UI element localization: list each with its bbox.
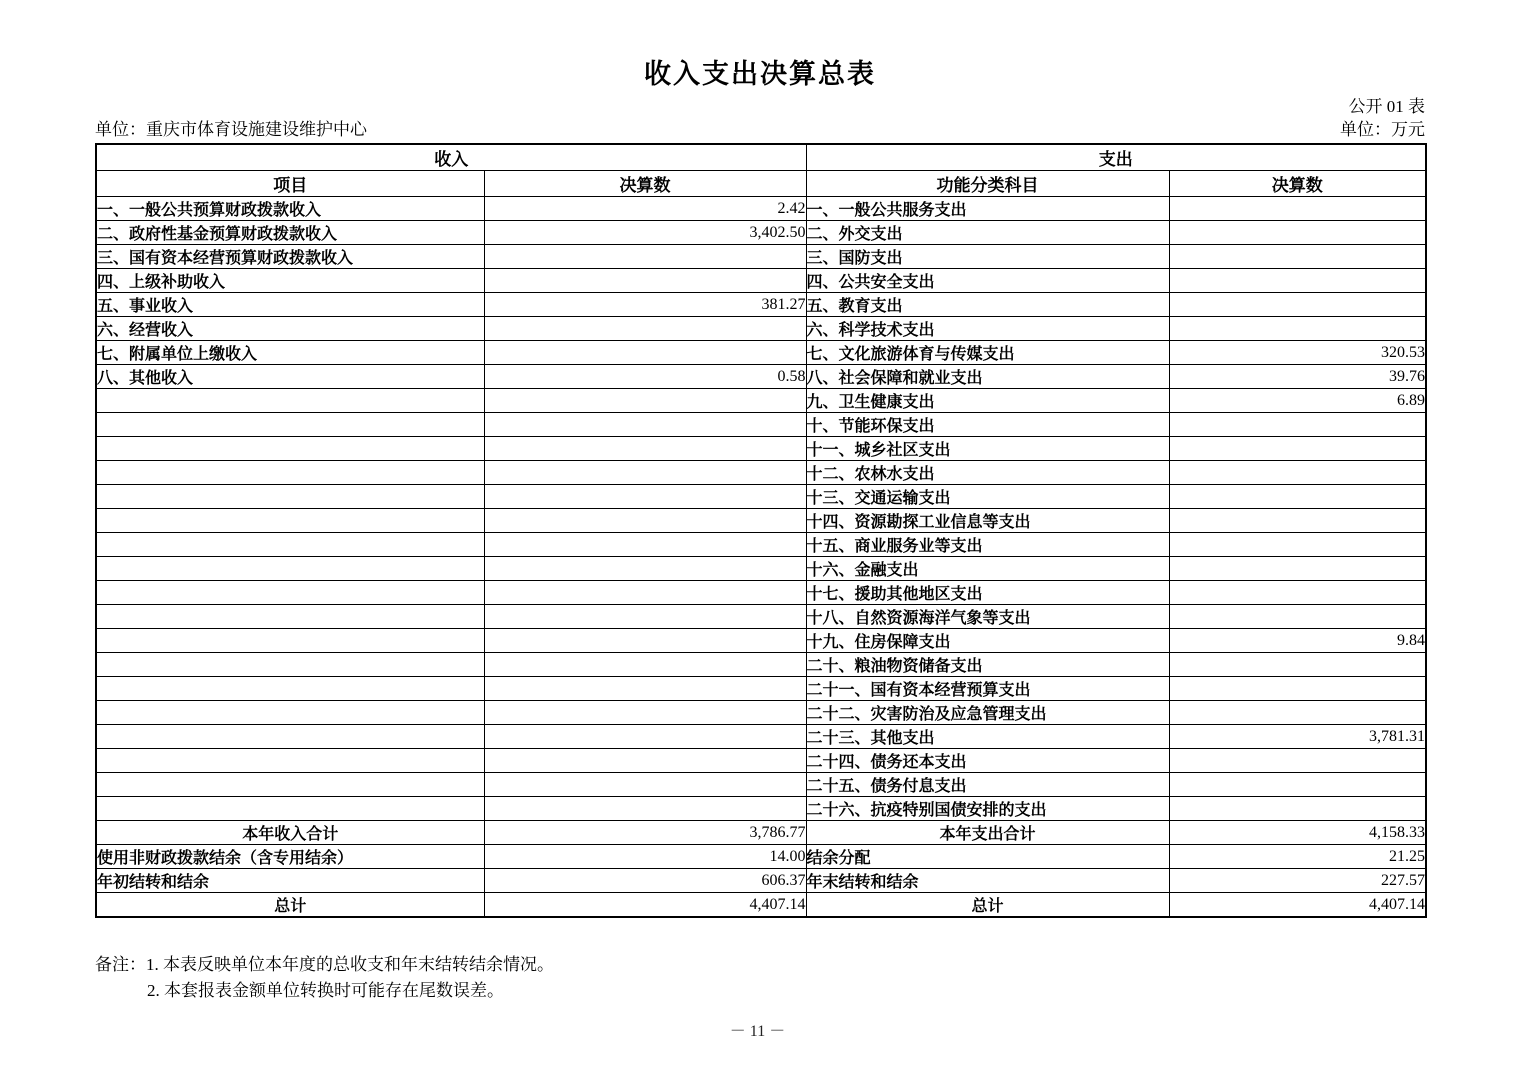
income-item-cell bbox=[96, 509, 484, 533]
income-value-cell bbox=[484, 437, 806, 461]
expense-item-cell: 本年支出合计 bbox=[806, 821, 1169, 845]
table-row bbox=[96, 653, 1426, 677]
expense-item-cell: 十四、资源勘探工业信息等支出 bbox=[806, 509, 1169, 533]
table-row bbox=[96, 341, 1426, 365]
expense-item-cell: 十、节能环保支出 bbox=[806, 413, 1169, 437]
footnote-prefix: 备注： bbox=[95, 955, 146, 974]
expense-item-cell: 五、教育支出 bbox=[806, 293, 1169, 317]
expense-item-cell: 总计 bbox=[806, 893, 1169, 918]
expense-item-cell: 年末结转和结余 bbox=[806, 869, 1169, 893]
table-row bbox=[96, 893, 1426, 918]
table-row bbox=[96, 869, 1426, 893]
expense-value-cell: 227.57 bbox=[1169, 869, 1426, 893]
income-value-cell: 3,786.77 bbox=[484, 821, 806, 845]
income-item-cell: 五、事业收入 bbox=[96, 293, 484, 317]
table-row bbox=[96, 581, 1426, 605]
income-item-cell bbox=[96, 581, 484, 605]
table-row bbox=[96, 749, 1426, 773]
table-row bbox=[96, 797, 1426, 821]
org-name-label: 单位：重庆市体育设施建设维护中心 bbox=[95, 120, 367, 139]
expense-item-cell: 二十六、抗疫特别国债安排的支出 bbox=[806, 797, 1169, 821]
income-value-cell bbox=[484, 413, 806, 437]
expense-value-cell bbox=[1169, 221, 1426, 245]
income-item-cell bbox=[96, 437, 484, 461]
footnotes bbox=[95, 952, 1425, 1004]
income-item-cell: 七、附属单位上缴收入 bbox=[96, 341, 484, 365]
income-value-cell bbox=[484, 389, 806, 413]
income-value-cell bbox=[484, 605, 806, 629]
expense-value-cell bbox=[1169, 461, 1426, 485]
income-value-cell: 381.27 bbox=[484, 293, 806, 317]
expense-item-cell: 十五、商业服务业等支出 bbox=[806, 533, 1169, 557]
income-item-column-header: 项目 bbox=[96, 171, 484, 197]
income-item-cell bbox=[96, 653, 484, 677]
income-item-cell: 年初结转和结余 bbox=[96, 869, 484, 893]
expense-value-cell: 4,407.14 bbox=[1169, 893, 1426, 918]
expense-value-cell bbox=[1169, 653, 1426, 677]
income-value-cell bbox=[484, 533, 806, 557]
income-value-cell bbox=[484, 341, 806, 365]
income-item-cell bbox=[96, 725, 484, 749]
table-row bbox=[96, 317, 1426, 341]
table-row bbox=[96, 701, 1426, 725]
expense-item-cell: 二、外交支出 bbox=[806, 221, 1169, 245]
expense-value-cell bbox=[1169, 533, 1426, 557]
table-row bbox=[96, 821, 1426, 845]
income-item-cell bbox=[96, 533, 484, 557]
table-row bbox=[96, 389, 1426, 413]
income-item-cell: 本年收入合计 bbox=[96, 821, 484, 845]
table-row bbox=[96, 509, 1426, 533]
expense-item-cell: 二十四、债务还本支出 bbox=[806, 749, 1169, 773]
income-item-cell bbox=[96, 749, 484, 773]
income-item-cell bbox=[96, 605, 484, 629]
table-row bbox=[96, 773, 1426, 797]
income-value-cell bbox=[484, 773, 806, 797]
expense-value-column-header: 决算数 bbox=[1169, 171, 1426, 197]
table-row bbox=[96, 461, 1426, 485]
expense-item-cell: 九、卫生健康支出 bbox=[806, 389, 1169, 413]
expense-value-cell bbox=[1169, 701, 1426, 725]
table-body bbox=[96, 197, 1426, 918]
expense-value-cell: 320.53 bbox=[1169, 341, 1426, 365]
income-value-cell: 3,402.50 bbox=[484, 221, 806, 245]
expense-value-cell bbox=[1169, 605, 1426, 629]
expense-item-cell: 十一、城乡社区支出 bbox=[806, 437, 1169, 461]
income-item-cell: 三、国有资本经营预算财政拨款收入 bbox=[96, 245, 484, 269]
income-section-header: 收入 bbox=[96, 144, 806, 171]
page-title: 收入支出决算总表 bbox=[644, 59, 876, 89]
expense-value-cell bbox=[1169, 773, 1426, 797]
income-value-cell: 14.00 bbox=[484, 845, 806, 869]
currency-unit-label: 单位：万元 bbox=[1340, 120, 1425, 139]
income-value-cell bbox=[484, 245, 806, 269]
expense-value-cell bbox=[1169, 797, 1426, 821]
expense-item-cell: 十九、住房保障支出 bbox=[806, 629, 1169, 653]
expense-value-cell bbox=[1169, 413, 1426, 437]
table-row bbox=[96, 221, 1426, 245]
expense-value-cell bbox=[1169, 293, 1426, 317]
expense-item-cell: 二十、粮油物资储备支出 bbox=[806, 653, 1169, 677]
expense-item-cell: 二十五、债务付息支出 bbox=[806, 773, 1169, 797]
income-value-cell bbox=[484, 653, 806, 677]
income-value-column-header: 决算数 bbox=[484, 171, 806, 197]
income-item-cell bbox=[96, 701, 484, 725]
expense-section-header: 支出 bbox=[806, 144, 1426, 171]
expense-value-cell: 9.84 bbox=[1169, 629, 1426, 653]
document-content bbox=[95, 0, 1425, 1004]
income-value-cell bbox=[484, 269, 806, 293]
income-item-cell bbox=[96, 773, 484, 797]
income-value-cell bbox=[484, 701, 806, 725]
income-value-cell: 606.37 bbox=[484, 869, 806, 893]
expense-value-cell bbox=[1169, 485, 1426, 509]
income-value-cell bbox=[484, 557, 806, 581]
footnote-text-1: 1. 本表反映单位本年度的总收支和年末结转结余情况。 bbox=[146, 955, 554, 974]
table-row bbox=[96, 605, 1426, 629]
form-number-label: 公开 01 表 bbox=[1348, 97, 1425, 116]
income-item-cell bbox=[96, 461, 484, 485]
expense-item-cell: 七、文化旅游体育与传媒支出 bbox=[806, 341, 1169, 365]
income-value-cell bbox=[484, 797, 806, 821]
table-row bbox=[96, 365, 1426, 389]
income-value-cell bbox=[484, 629, 806, 653]
income-item-cell bbox=[96, 413, 484, 437]
income-value-cell bbox=[484, 509, 806, 533]
column-header-row bbox=[96, 171, 1426, 197]
expense-value-cell bbox=[1169, 269, 1426, 293]
table-row bbox=[96, 437, 1426, 461]
expense-item-cell: 一、一般公共服务支出 bbox=[806, 197, 1169, 221]
income-item-cell bbox=[96, 557, 484, 581]
table-row bbox=[96, 197, 1426, 221]
table-row bbox=[96, 293, 1426, 317]
expense-item-cell: 十七、援助其他地区支出 bbox=[806, 581, 1169, 605]
income-item-cell: 四、上级补助收入 bbox=[96, 269, 484, 293]
income-item-cell: 二、政府性基金预算财政拨款收入 bbox=[96, 221, 484, 245]
income-item-cell: 一、一般公共预算财政拨款收入 bbox=[96, 197, 484, 221]
table-row bbox=[96, 269, 1426, 293]
income-item-cell: 总计 bbox=[96, 893, 484, 918]
expense-value-cell bbox=[1169, 677, 1426, 701]
budget-summary-table bbox=[95, 143, 1427, 918]
income-item-cell: 八、其他收入 bbox=[96, 365, 484, 389]
expense-value-cell bbox=[1169, 197, 1426, 221]
income-value-cell bbox=[484, 677, 806, 701]
table-row bbox=[96, 845, 1426, 869]
income-value-cell bbox=[484, 725, 806, 749]
income-item-cell bbox=[96, 485, 484, 509]
income-value-cell bbox=[484, 461, 806, 485]
expense-item-cell: 十三、交通运输支出 bbox=[806, 485, 1169, 509]
expense-value-cell: 4,158.33 bbox=[1169, 821, 1426, 845]
income-item-cell bbox=[96, 677, 484, 701]
expense-value-cell bbox=[1169, 509, 1426, 533]
income-item-cell bbox=[96, 797, 484, 821]
income-value-cell bbox=[484, 581, 806, 605]
expense-item-cell: 三、国防支出 bbox=[806, 245, 1169, 269]
table-row bbox=[96, 485, 1426, 509]
expense-item-cell: 四、公共安全支出 bbox=[806, 269, 1169, 293]
expense-item-cell: 二十一、国有资本经营预算支出 bbox=[806, 677, 1169, 701]
expense-value-cell bbox=[1169, 749, 1426, 773]
expense-value-cell: 21.25 bbox=[1169, 845, 1426, 869]
expense-item-column-header: 功能分类科目 bbox=[806, 171, 1169, 197]
expense-item-cell: 十六、金融支出 bbox=[806, 557, 1169, 581]
table-row bbox=[96, 677, 1426, 701]
table-row bbox=[96, 557, 1426, 581]
section-header-row bbox=[96, 144, 1426, 171]
income-value-cell bbox=[484, 749, 806, 773]
footnote-line-1 bbox=[95, 952, 1425, 978]
expense-value-cell: 39.76 bbox=[1169, 365, 1426, 389]
income-item-cell: 使用非财政拨款结余（含专用结余） bbox=[96, 845, 484, 869]
income-value-cell bbox=[484, 317, 806, 341]
expense-item-cell: 二十二、灾害防治及应急管理支出 bbox=[806, 701, 1169, 725]
footnote-line-2: 2. 本套报表金额单位转换时可能存在尾数误差。 bbox=[147, 981, 504, 1000]
expense-value-cell bbox=[1169, 245, 1426, 269]
expense-item-cell: 六、科学技术支出 bbox=[806, 317, 1169, 341]
expense-value-cell: 3,781.31 bbox=[1169, 725, 1426, 749]
expense-value-cell: 6.89 bbox=[1169, 389, 1426, 413]
income-value-cell: 0.58 bbox=[484, 365, 806, 389]
expense-item-cell: 十二、农林水支出 bbox=[806, 461, 1169, 485]
income-item-cell bbox=[96, 389, 484, 413]
table-row bbox=[96, 725, 1426, 749]
expense-item-cell: 二十三、其他支出 bbox=[806, 725, 1169, 749]
income-item-cell: 六、经营收入 bbox=[96, 317, 484, 341]
meta-row bbox=[95, 120, 1425, 140]
income-value-cell: 4,407.14 bbox=[484, 893, 806, 918]
income-value-cell: 2.42 bbox=[484, 197, 806, 221]
expense-item-cell: 八、社会保障和就业支出 bbox=[806, 365, 1169, 389]
income-item-cell bbox=[96, 629, 484, 653]
table-row bbox=[96, 629, 1426, 653]
expense-item-cell: 结余分配 bbox=[806, 845, 1169, 869]
table-row bbox=[96, 245, 1426, 269]
expense-value-cell bbox=[1169, 317, 1426, 341]
expense-value-cell bbox=[1169, 581, 1426, 605]
income-value-cell bbox=[484, 485, 806, 509]
table-row bbox=[96, 533, 1426, 557]
expense-item-cell: 十八、自然资源海洋气象等支出 bbox=[806, 605, 1169, 629]
expense-value-cell bbox=[1169, 437, 1426, 461]
expense-value-cell bbox=[1169, 557, 1426, 581]
page-number: － 11 － bbox=[729, 1023, 786, 1040]
table-row bbox=[96, 413, 1426, 437]
